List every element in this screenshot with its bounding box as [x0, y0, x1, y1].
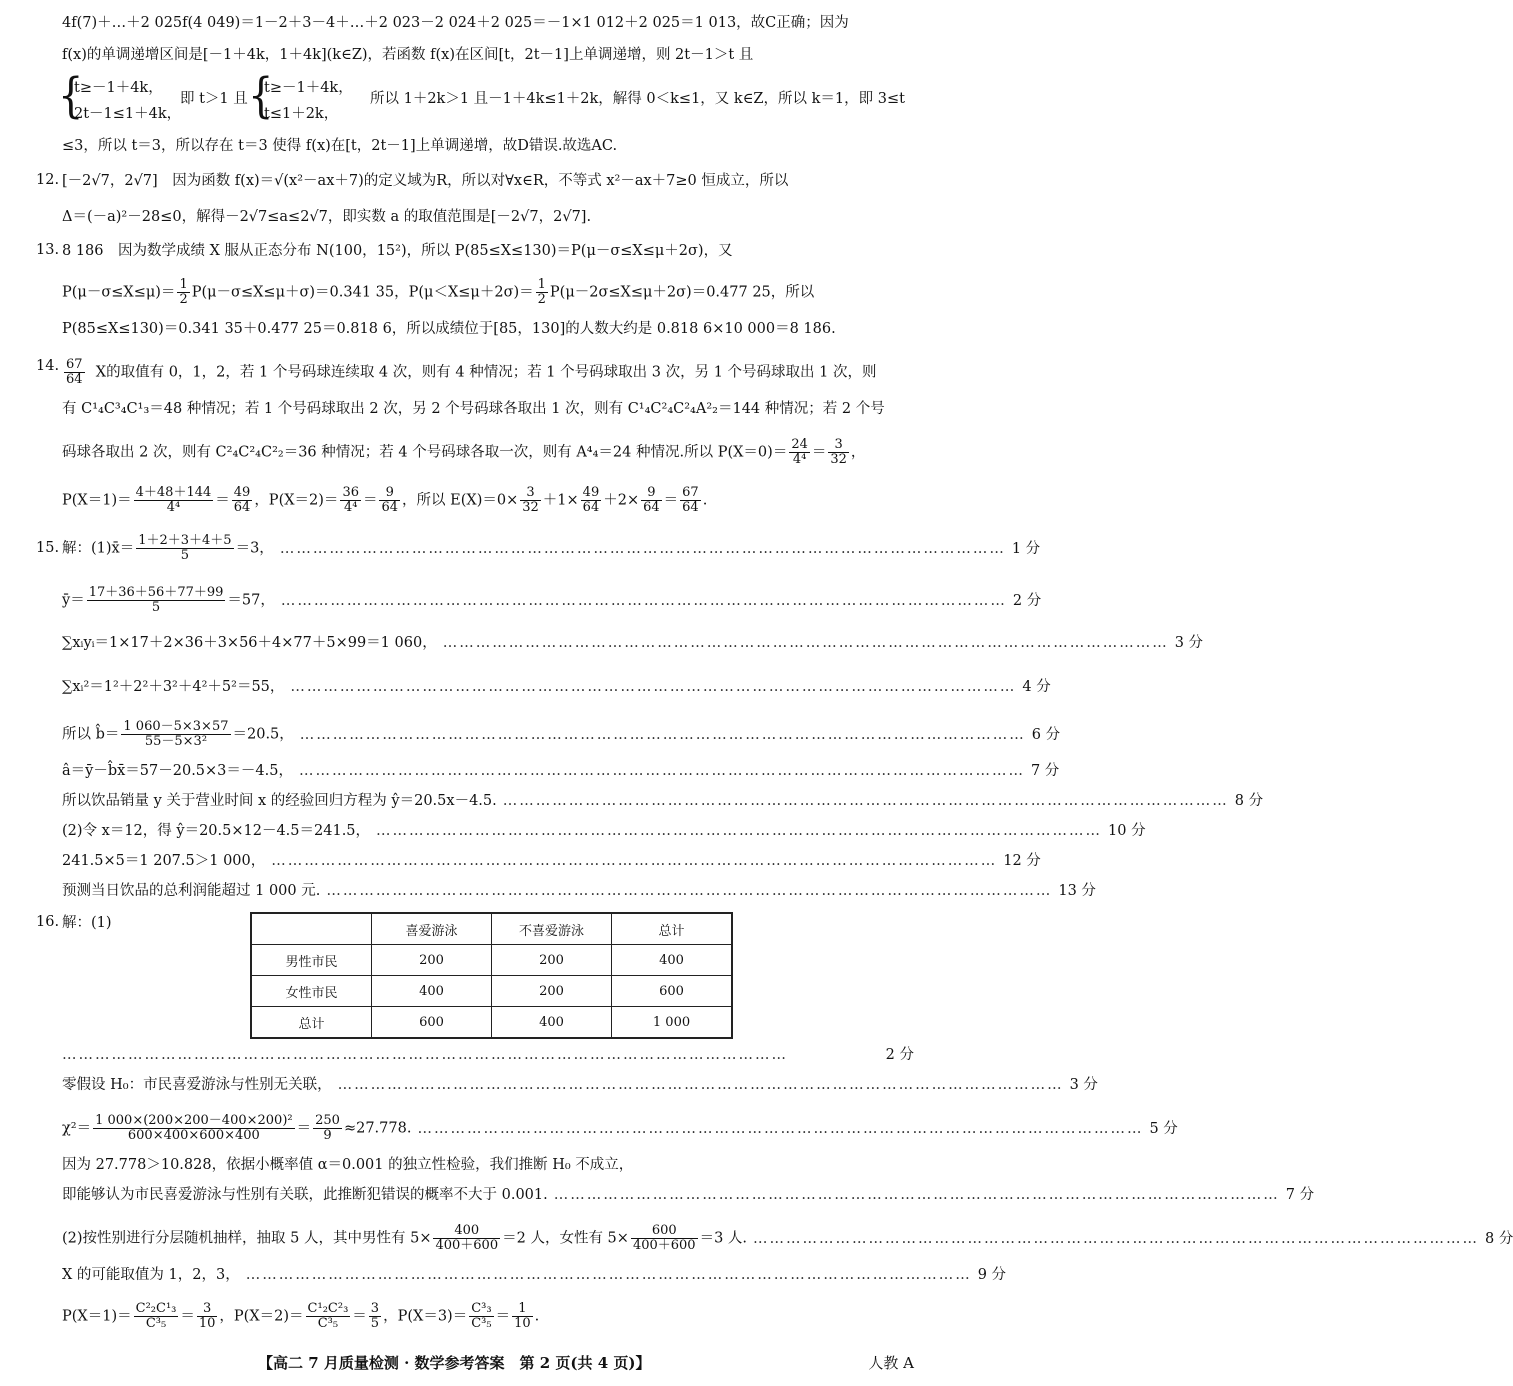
- fraction: $\frac{1}{2}$: [537, 277, 546, 307]
- q15-step-5: 所以 b̂＝ $\frac{1 060-5\times 3\times 57}{\text{55－5×3²}}$ ＝20.5， …………………………………………………………………………………………………………………… 6 分: [62, 719, 1061, 749]
- q11-line-2: f(x)的单调递增区间是[－1＋4k，1＋4k](k∈Z)，若函数 f(x)在区间[t，2t－1]上单调递增，则 2t－1＞t 且: [62, 47, 754, 63]
- q15-step-3: ∑xᵢyᵢ＝1×17＋2×36＋3×56＋4×77＋5×99＝1 060， …………………………………………………………………………………………………………………… 3 分: [62, 635, 1204, 651]
- q16-step-7: X 的可能取值为 1，2，3， …………………………………………………………………………………………………………………… 9 分: [62, 1267, 1007, 1283]
- left-brace-icon: {: [248, 68, 274, 124]
- q16-head: 解：(1): [62, 915, 112, 931]
- table-cell: 200: [372, 945, 492, 976]
- q15-step-6: â＝ȳ－b̂x̄＝57－20.5×3＝－4.5， …………………………………………………………………………………………………………………… 7 分: [62, 763, 1060, 779]
- table-cell: 总计: [251, 1007, 372, 1039]
- fraction: $\frac{1}{2}$: [179, 277, 188, 307]
- table-cell: 400: [372, 976, 492, 1007]
- q11-mid-text: 即 t＞1 且: [180, 91, 248, 107]
- q12-line-2: Δ＝(－a)²－28≤0，解得－2√7≤a≤2√7，即实数 a 的取值范围是[－2√7，2√7].: [62, 209, 592, 225]
- table-cell: 喜爱游泳: [372, 913, 492, 945]
- footer-edition: 人教 A: [868, 1354, 914, 1372]
- q12-line-1: [－2√7，2√7] 因为函数 f(x)＝√(x²－ax＋7)的定义域为R，所以对∀x∈R，不等式 x²－ax＋7≥0 恒成立，所以: [62, 173, 789, 189]
- q16-step-8: P(X＝1)＝ $\frac{\text{C²₂C¹₃}}{\text{C³₅}}$ ＝ $\frac{3}{10}$ ，P(X＝2)＝ $\frac{\text{C¹₂C²₃}}{\text{C³₅}}$ ＝ $\frac{3}{5}$ ，P(X＝3)＝ $\frac{\text{C³₃}}{\text{C³₅}}$ ＝ $\frac{1}{10}$ .: [62, 1301, 540, 1331]
- q13-number: 13.: [36, 242, 60, 258]
- q16-step-1: …………………………………………………………………………………………………………………… 2 分: [62, 1047, 914, 1063]
- table-cell: 男性市民: [251, 945, 372, 976]
- table-cell: 女性市民: [251, 976, 372, 1007]
- q13-line-2: P(μ－σ≤X≤μ)＝ $\frac{1}{2}$ P(μ－σ≤X≤μ＋σ)＝0.341 35，P(μ＜X≤μ＋2σ)＝ $\frac{1}{2}$ P(μ－2σ≤X≤μ＋2σ)＝0.477 25，所以: [62, 277, 815, 307]
- q11-line-3-tail: 所以 1＋2k＞1 且－1＋4k≤1＋2k，解得 0＜k≤1，又 k∈Z，所以 k＝1，即 3≤t: [370, 91, 905, 107]
- q16-number: 16.: [36, 914, 60, 930]
- q11-system-2: { t≥－1＋4k， t≤1＋2k，: [248, 68, 353, 124]
- q15-step-1: 解：(1)x̄＝ $\frac{1+2+3+4+5}{5}$ ＝3， …………………………………………………………………………………………………………………… 1 分: [62, 533, 1041, 563]
- table-cell: 1 000: [612, 1007, 733, 1039]
- table-cell: 600: [372, 1007, 492, 1039]
- q14-line-1: $\frac{67}{64}$ X的取值有 0，1，2，若 1 个号码球连续取 4 次，则有 4 种情况；若 1 个号码球取出 3 次，另 1 个号码球取出 1 次，则: [66, 357, 877, 387]
- footer-title: 【高二 7 月质量检测 · 数学参考答案 第 2 页(共 4 页)】: [258, 1354, 651, 1372]
- q16-step-2: 零假设 H₀：市民喜爱游泳与性别无关联， …………………………………………………………………………………………………………………… 3 分: [62, 1077, 1098, 1093]
- table-cell: 总计: [612, 913, 733, 945]
- q15-step-4: ∑xᵢ²＝1²＋2²＋3²＋4²＋5²＝55， …………………………………………………………………………………………………………………… 4 分: [62, 679, 1051, 695]
- q11-system-1: { t≥－1＋4k， 2t－1≤1＋4k，: [58, 68, 182, 124]
- contingency-table: [250, 912, 733, 1039]
- left-brace-icon: {: [58, 68, 84, 124]
- q14-line-2: 有 C¹₄C³₄C¹₃＝48 种情况；若 1 个号码球取出 2 次，另 2 个号码球各取出 1 次，则有 C¹₄C²₄C²₄A²₂＝144 种情况；若 2 个号: [62, 401, 885, 417]
- q12-number: 12.: [36, 172, 60, 188]
- q11-line-4: ≤3，所以 t＝3，所以存在 t＝3 使得 f(x)在[t，2t－1]上单调递增，故D错误.故选AC.: [62, 138, 618, 154]
- table-cell: 200: [492, 976, 612, 1007]
- table-cell: 200: [492, 945, 612, 976]
- q16-step-4: 因为 27.778＞10.828，依据小概率值 α＝0.001 的独立性检验，我们推断 H₀ 不成立，: [62, 1157, 634, 1173]
- q15-step-7: 所以饮品销量 y 关于营业时间 x 的经验回归方程为 ŷ＝20.5x－4.5. …………………………………………………………………………………………………………………… 8 分: [62, 793, 1264, 809]
- q15-step-9: 241.5×5＝1 207.5＞1 000， …………………………………………………………………………………………………………………… 12 分: [62, 853, 1041, 869]
- q15-step-8: (2)令 x＝12，得 ŷ＝20.5×12－4.5＝241.5， …………………………………………………………………………………………………………………… 10 分: [62, 823, 1146, 839]
- q16-step-5: 即能够认为市民喜爱游泳与性别有关联，此推断犯错误的概率不大于 0.001. …………………………………………………………………………………………………………………… 7 分: [62, 1187, 1315, 1203]
- answer-fraction: $\frac{67}{64}$: [66, 357, 83, 387]
- table-row: [251, 945, 732, 976]
- q14-number: 14.: [36, 358, 60, 374]
- q15-step-2: ȳ＝ $\frac{17+36+56+77+99}{5}$ ＝57， …………………………………………………………………………………………………………………… 2 分: [62, 585, 1042, 615]
- table-header-row: [251, 913, 732, 945]
- table-cell: [251, 913, 372, 945]
- q15-step-10: 预测当日饮品的总利润能超过 1 000 元. …………………………………………………………………………………………………………………… 13 分: [62, 883, 1096, 899]
- q14-line-4: P(X＝1)＝ $\frac{4+48+144}{\text{4⁴}}$ ＝ $\frac{49}{64}$ ，P(X＝2)＝ $\frac{36}{\text{4⁴}}$ ＝ $\frac{9}{64}$ ，所以 E(X)＝0× $\frac{3}{32}$ ＋1× $\frac{49}{64}$ ＋2× $\frac{9}{64}$ ＝ $\frac{67}{64}$ .: [62, 485, 708, 515]
- q11-line-1: 4f(7)＋…＋2 025f(4 049)＝1－2＋3－4＋…＋2 023－2 024＋2 025＝－1×1 012＋2 025＝1 013，故C正确；因为: [62, 15, 849, 31]
- q16-step-6: (2)按性别进行分层随机抽样，抽取 5 人，其中男性有 5× $\frac{400}{400+600}$ ＝2 人，女性有 5× $\frac{600}{400+600}$ ＝3 人. …………………………………………………………………………………………………………………… 8 分: [62, 1223, 1513, 1253]
- q15-number: 15.: [36, 540, 60, 556]
- q13-line-3: P(85≤X≤130)＝0.341 35＋0.477 25＝0.818 6，所以成绩位于[85，130]的人数大约是 0.818 6×10 000＝8 186.: [62, 321, 836, 337]
- table-row: [251, 976, 732, 1007]
- q14-line-3: 码球各取出 2 次，则有 C²₄C²₄C²₂＝36 种情况；若 4 个号码球各取一次，则有 A⁴₄＝24 种情况.所以 P(X＝0)＝ $\frac{24}{\text{4⁴}}$ ＝ $\frac{3}{32}$ ，: [62, 437, 866, 467]
- q16-step-3: χ²＝ $\frac{\text{1 000×(200×200－400×200)²}}{600\times 400\times 600\times 400}$ ＝ $\frac{250}{9}$ ≈27.778. …………………………………………………………………………………………………………………… 5 分: [62, 1113, 1178, 1143]
- table-cell: 不喜爱游泳: [492, 913, 612, 945]
- table-cell: 400: [492, 1007, 612, 1039]
- table-cell: 400: [612, 945, 733, 976]
- table-row: [251, 1007, 732, 1039]
- q13-line-1: 8 186 因为数学成绩 X 服从正态分布 N(100，15²)，所以 P(85≤X≤130)＝P(μ－σ≤X≤μ＋2σ)，又: [62, 243, 733, 259]
- table-cell: 600: [612, 976, 733, 1007]
